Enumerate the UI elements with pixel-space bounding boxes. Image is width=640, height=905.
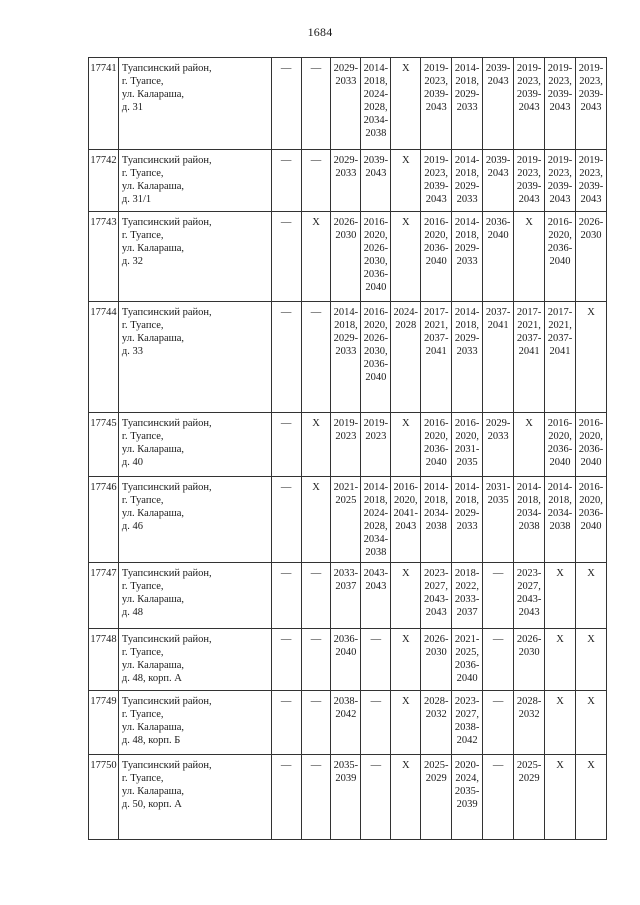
period-cell: 2019- 2023, 2039- 2043 [421,58,452,150]
address-cell: Туапсинский район, г. Туапсе, ул. Калараша, д. 48, корп. А [118,629,271,691]
period-cell: 2014- 2018, 2034- 2038 [514,477,545,563]
period-cell: 2014- 2018, 2024- 2028, 2034- 2038 [361,477,391,563]
record-number: 17742 [89,150,119,212]
period-cell: 2019- 2023, 2039- 2043 [576,150,607,212]
record-number: 17744 [89,302,119,413]
period-cell: 2028- 2032 [421,691,452,755]
period-cell: Х [576,563,607,629]
period-cell: 2019- 2023, 2039- 2043 [514,58,545,150]
period-cell: 2016- 2020, 2026- 2030, 2036- 2040 [361,302,391,413]
period-cell: 2023- 2027, 2038- 2042 [452,691,483,755]
period-cell: — [271,755,301,840]
period-cell: — [271,563,301,629]
period-cell: 2039- 2043 [361,150,391,212]
period-cell: — [301,755,331,840]
period-cell: — [301,629,331,691]
record-number: 17741 [89,58,119,150]
period-cell: — [271,212,301,302]
period-cell: — [271,58,301,150]
period-cell: 2014- 2018, 2029- 2033 [452,477,483,563]
period-cell: Х [545,629,576,691]
period-cell: 2028- 2032 [514,691,545,755]
period-cell: 2025- 2029 [514,755,545,840]
housing-registry-table [88,57,607,840]
period-cell: — [271,413,301,477]
period-cell: — [483,629,514,691]
table-row [89,302,607,413]
period-cell: 2043- 2043 [361,563,391,629]
period-cell: — [361,755,391,840]
period-cell: 2016- 2020, 2036- 2040 [576,477,607,563]
period-cell: Х [576,755,607,840]
address-cell: Туапсинский район, г. Туапсе, ул. Калараша, д. 48, корп. Б [118,691,271,755]
period-cell: 2038- 2042 [331,691,361,755]
record-number: 17743 [89,212,119,302]
period-cell: 2014- 2018, 2029- 2033 [452,302,483,413]
address-cell: Туапсинский район, г. Туапсе, ул. Калараша, д. 31 [118,58,271,150]
period-cell: 2039- 2043 [483,150,514,212]
period-cell: Х [514,212,545,302]
period-cell: Х [301,477,331,563]
period-cell: 2017- 2021, 2037- 2041 [421,302,452,413]
period-cell: 2014- 2018, 2029- 2033 [331,302,361,413]
address-cell: Туапсинский район, г. Туапсе, ул. Калараша, д. 48 [118,563,271,629]
period-cell: 2026- 2030 [421,629,452,691]
period-cell: Х [391,150,421,212]
period-cell: 2021- 2025, 2036- 2040 [452,629,483,691]
period-cell: 2031- 2035 [483,477,514,563]
table-row [89,691,607,755]
period-cell: 2025- 2029 [421,755,452,840]
record-number: 17746 [89,477,119,563]
period-cell: 2019- 2023, 2039- 2043 [421,150,452,212]
period-cell: 2036- 2040 [331,629,361,691]
period-cell: 2014- 2018, 2029- 2033 [452,58,483,150]
period-cell: Х [391,563,421,629]
period-cell: Х [391,58,421,150]
period-cell: — [483,755,514,840]
period-cell: Х [576,302,607,413]
period-cell: — [301,58,331,150]
period-cell: Х [576,691,607,755]
address-cell: Туапсинский район, г. Туапсе, ул. Калараша, д. 50, корп. А [118,755,271,840]
period-cell: 2014- 2018, 2034- 2038 [421,477,452,563]
period-cell: 2036- 2040 [483,212,514,302]
period-cell: — [271,477,301,563]
address-cell: Туапсинский район, г. Туапсе, ул. Калараша, д. 33 [118,302,271,413]
period-cell: 2033- 2037 [331,563,361,629]
period-cell: 2026- 2030 [331,212,361,302]
period-cell: Х [576,629,607,691]
period-cell: — [301,563,331,629]
period-cell: 2035- 2039 [331,755,361,840]
period-cell: 2029- 2033 [331,58,361,150]
period-cell: 2019- 2023 [331,413,361,477]
period-cell: 2026- 2030 [576,212,607,302]
table-row [89,477,607,563]
period-cell: 2014- 2018, 2024- 2028, 2034- 2038 [361,58,391,150]
period-cell: 2016- 2020, 2036- 2040 [421,212,452,302]
period-cell: 2016- 2020, 2036- 2040 [421,413,452,477]
record-number: 17747 [89,563,119,629]
page-number: 1684 [307,25,333,39]
period-cell: Х [545,563,576,629]
table-row [89,413,607,477]
period-cell: Х [514,413,545,477]
period-cell: 2018- 2022, 2033- 2037 [452,563,483,629]
table-row [89,755,607,840]
table-row [89,629,607,691]
period-cell: 2019- 2023, 2039- 2043 [545,150,576,212]
period-cell: — [301,691,331,755]
period-cell: — [361,691,391,755]
period-cell: Х [391,413,421,477]
record-number: 17749 [89,691,119,755]
period-cell: Х [301,212,331,302]
period-cell: — [271,629,301,691]
period-cell: 2023- 2027, 2043- 2043 [421,563,452,629]
period-cell: 2037- 2041 [483,302,514,413]
period-cell: — [361,629,391,691]
address-cell: Туапсинский район, г. Туапсе, ул. Калараша, д. 31/1 [118,150,271,212]
record-number: 17745 [89,413,119,477]
period-cell: 2029- 2033 [331,150,361,212]
period-cell: — [271,150,301,212]
period-cell: Х [391,212,421,302]
period-cell: 2019- 2023, 2039- 2043 [514,150,545,212]
period-cell: 2021- 2025 [331,477,361,563]
record-number: 17748 [89,629,119,691]
period-cell: 2017- 2021, 2037- 2041 [545,302,576,413]
period-cell: 2014- 2018, 2029- 2033 [452,150,483,212]
period-cell: 2019- 2023 [361,413,391,477]
period-cell: — [271,302,301,413]
period-cell: 2016- 2020, 2036- 2040 [576,413,607,477]
period-cell: — [301,150,331,212]
period-cell: Х [391,691,421,755]
period-cell: 2019- 2023, 2039- 2043 [545,58,576,150]
table-row [89,150,607,212]
period-cell: Х [301,413,331,477]
record-number: 17750 [89,755,119,840]
period-cell: 2039- 2043 [483,58,514,150]
period-cell: 2016- 2020, 2041- 2043 [391,477,421,563]
table-row [89,563,607,629]
period-cell: Х [391,629,421,691]
period-cell: 2016- 2020, 2026- 2030, 2036- 2040 [361,212,391,302]
period-cell: 2019- 2023, 2039- 2043 [576,58,607,150]
address-cell: Туапсинский район, г. Туапсе, ул. Калараша, д. 40 [118,413,271,477]
address-cell: Туапсинский район, г. Туапсе, ул. Калараша, д. 32 [118,212,271,302]
period-cell: 2020- 2024, 2035- 2039 [452,755,483,840]
period-cell: — [301,302,331,413]
period-cell: 2023- 2027, 2043- 2043 [514,563,545,629]
period-cell: 2014- 2018, 2029- 2033 [452,212,483,302]
table-row [89,212,607,302]
period-cell: 2024- 2028 [391,302,421,413]
period-cell: 2014- 2018, 2034- 2038 [545,477,576,563]
period-cell: — [483,563,514,629]
period-cell: Х [545,691,576,755]
period-cell: Х [391,755,421,840]
period-cell: 2026- 2030 [514,629,545,691]
period-cell: — [483,691,514,755]
address-cell: Туапсинский район, г. Туапсе, ул. Калараша, д. 46 [118,477,271,563]
period-cell: 2017- 2021, 2037- 2041 [514,302,545,413]
period-cell: — [271,691,301,755]
table-row [89,58,607,150]
period-cell: Х [545,755,576,840]
period-cell: 2016- 2020, 2036- 2040 [545,413,576,477]
period-cell: 2029- 2033 [483,413,514,477]
period-cell: 2016- 2020, 2036- 2040 [545,212,576,302]
period-cell: 2016- 2020, 2031- 2035 [452,413,483,477]
